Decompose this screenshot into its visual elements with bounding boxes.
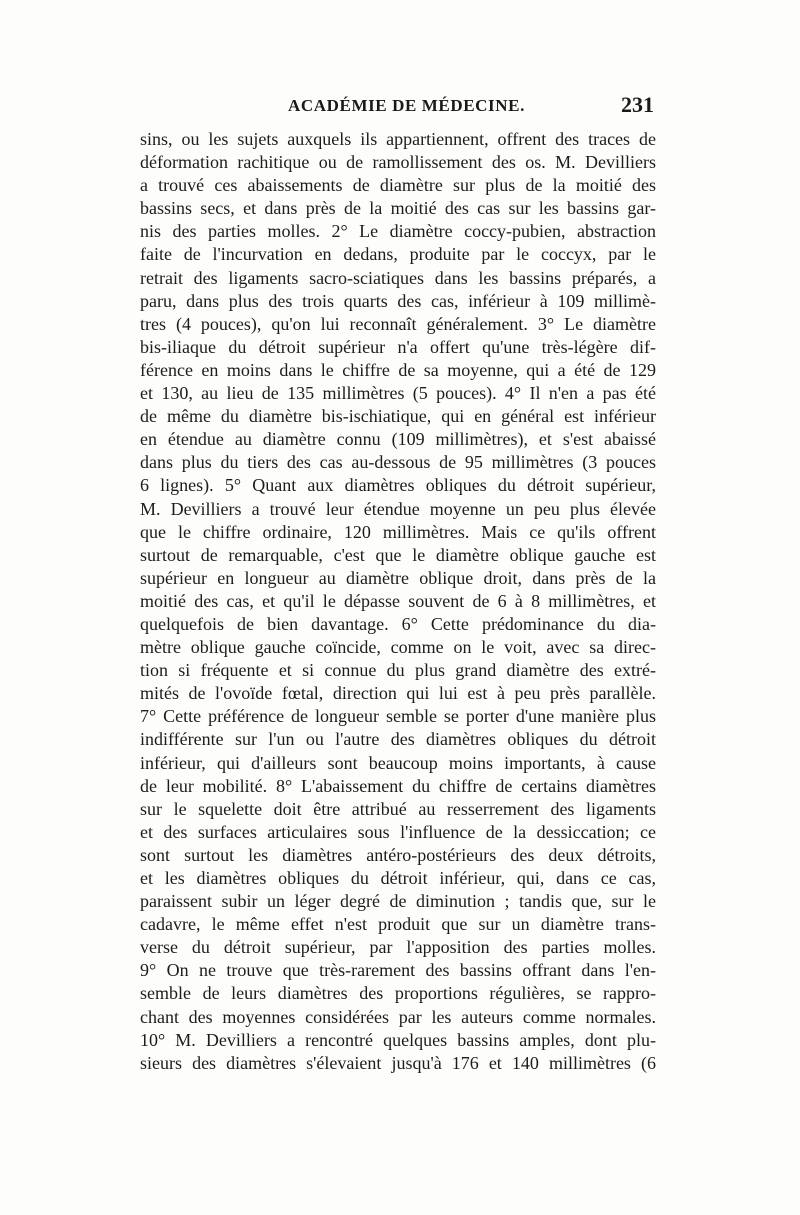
text-line: a trouvé ces abaissements de diamètre sur plus de la moitié des xyxy=(140,175,656,196)
text-line: sieurs des diamètres s'élevaient jusqu'à 176 et 140 millimètres (6 xyxy=(140,1052,656,1073)
text-line: tion si fréquente et si connue du plus grand diamètre des extré- xyxy=(140,660,656,681)
text-line: et des surfaces articulaires sous l'influence de la dessiccation; ce xyxy=(140,821,656,842)
body-text xyxy=(140,128,656,1075)
page-number: 231 xyxy=(621,92,654,117)
text-line: déformation rachitique ou de ramollissement des os. M. Devilliers xyxy=(140,152,656,173)
text-line: bis-iliaque du détroit supérieur n'a offert qu'une très-légère dif- xyxy=(140,336,656,357)
text-line: chant des moyennes considérées par les auteurs comme normales. xyxy=(140,1006,656,1027)
text-line: de leur mobilité. 8° L'abaissement du chiffre de certains diamètres xyxy=(140,775,656,796)
text-line: surtout de remarquable, c'est que le diamètre oblique gauche est xyxy=(140,544,656,565)
text-line: 6 lignes). 5° Quant aux diamètres obliques du détroit supérieur, xyxy=(140,475,656,496)
text-line: semble de leurs diamètres des proportions régulières, se rappro- xyxy=(140,983,656,1004)
text-line: que le chiffre ordinaire, 120 millimètres. Mais ce qu'ils offrent xyxy=(140,521,656,542)
text-line: inférieur, qui d'ailleurs sont beaucoup moins importants, à cause xyxy=(140,752,656,773)
text-line: en étendue au diamètre connu (109 millimètres), et s'est abaissé xyxy=(140,429,656,450)
text-line: paraissent subir un léger degré de diminution ; tandis que, sur le xyxy=(140,891,656,912)
text-line: mités de l'ovoïde fœtal, direction qui lui est à peu près parallèle. xyxy=(140,683,656,704)
text-line: verse du détroit supérieur, par l'apposition des parties molles. xyxy=(140,937,656,958)
text-line: 9° On ne trouve que très-rarement des bassins offrant dans l'en- xyxy=(140,960,656,981)
text-line: sins, ou les sujets auxquels ils appartiennent, offrent des traces de xyxy=(140,129,656,149)
text-line: faite de l'incurvation en dedans, produite par le coccyx, par le xyxy=(140,244,656,265)
page-header xyxy=(140,94,656,124)
text-line: et 130, au lieu de 135 millimètres (5 pouces). 4° Il n'en a pas été xyxy=(140,383,656,404)
text-line: bassins secs, et dans près de la moitié des cas sur les bassins gar- xyxy=(140,198,656,219)
text-line: cadavre, le même effet n'est produit que sur un diamètre trans- xyxy=(140,914,656,935)
text-line: nis des parties molles. 2° Le diamètre coccy-pubien, abstraction xyxy=(140,221,656,242)
text-line: tres (4 pouces), qu'on lui reconnaît généralement. 3° Le diamètre xyxy=(140,313,656,334)
text-line: indifférente sur l'un ou l'autre des diamètres obliques du détroit xyxy=(140,729,656,750)
text-line: 7° Cette préférence de longueur semble se porter d'une manière plus xyxy=(140,706,656,727)
text-line: et les diamètres obliques du détroit inférieur, qui, dans ce cas, xyxy=(140,868,656,888)
text-line: mètre oblique gauche coïncide, comme on le voit, avec sa direc- xyxy=(140,637,656,658)
text-line: 10° M. Devilliers a rencontré quelques bassins amples, dont plu- xyxy=(140,1029,656,1050)
text-line: moitié des cas, et qu'il le dépasse souvent de 6 à 8 millimètres, et xyxy=(140,590,656,611)
text-line: supérieur en longueur au diamètre oblique droit, dans près de la xyxy=(140,567,656,588)
text-line: paru, dans plus des trois quarts des cas, inférieur à 109 millimè- xyxy=(140,290,656,311)
text-line: dans plus du tiers des cas au-dessous de 95 millimètres (3 pouces xyxy=(140,452,656,473)
text-line: de même du diamètre bis-ischiatique, qui en général est inférieur xyxy=(140,406,656,427)
text-line: férence en moins dans le chiffre de sa moyenne, qui a été de 129 xyxy=(140,359,656,380)
text-line: sur le squelette doit être attribué au resserrement des ligaments xyxy=(140,798,656,819)
text-line: M. Devilliers a trouvé leur étendue moyenne un peu plus élevée xyxy=(140,498,656,519)
text-line: sont surtout les diamètres antéro-postérieurs des deux détroits, xyxy=(140,844,656,865)
text-line: retrait des ligaments sacro-sciatiques dans les bassins préparés, a xyxy=(140,267,656,288)
text-line: quelquefois de bien davantage. 6° Cette prédominance du dia- xyxy=(140,613,656,634)
running-head: ACADÉMIE DE MÉDECINE. xyxy=(288,96,525,115)
